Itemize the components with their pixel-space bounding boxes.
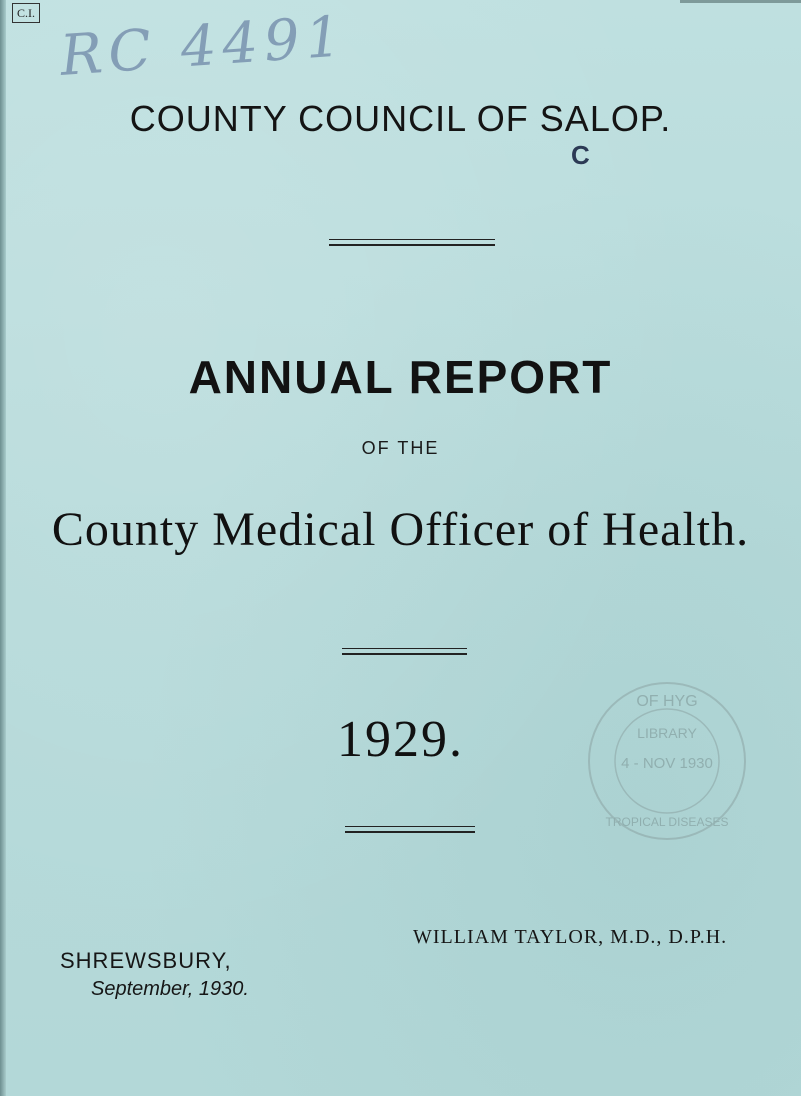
publication-date: September, 1930. [91, 978, 249, 1000]
library-stamp-icon [582, 676, 752, 846]
page-top-edge [680, 0, 801, 3]
divider-rule-top [329, 239, 495, 246]
divider-rule-middle [342, 648, 467, 655]
report-subtitle: County Medical Officer of Health. [51, 503, 750, 556]
stamp-text-bottom: TROPICAL DISEASES [605, 815, 729, 829]
handwritten-catalogue-note: RC 4491 [58, 4, 350, 89]
council-title: COUNTY COUNCIL OF SALOP. [129, 98, 672, 139]
author-name: WILLIAM TAYLOR, M.D., D.P.H. [413, 926, 728, 948]
reference-box: C.I. [12, 3, 40, 23]
title-connector: OF THE [361, 438, 440, 458]
stamp-text-mid: LIBRARY [637, 725, 697, 741]
margin-mark: C [571, 140, 590, 170]
stamp-text-top: OF HYG [636, 693, 698, 710]
stamp-date: 4 - NOV 1930 [621, 755, 713, 772]
place-of-publication: SHREWSBURY, [60, 948, 232, 973]
report-title: ANNUAL REPORT [188, 351, 613, 403]
report-year: 1929. [337, 711, 464, 768]
divider-rule-bottom [345, 826, 475, 833]
